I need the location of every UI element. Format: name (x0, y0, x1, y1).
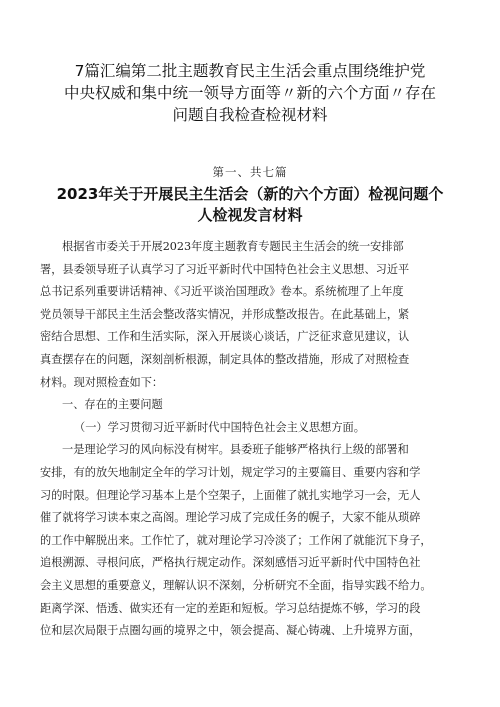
subsection-heading: （一）学习贯彻习近平新时代中国特色社会主义思想方面。 (74, 420, 365, 434)
body-line: 真查摆存在的问题，深刻剖析根源，制定具体的整改措施，形成了对照检查 (40, 352, 410, 366)
title-line: 7篇汇编第二批主题教育民主生活会重点围绕维护党 (74, 62, 426, 80)
body-line: 总书记系列重要讲话精神、《习近平谈治国理政》卷本。系统梳理了上年度 (40, 285, 404, 299)
body-line: 会主义思想的重要意义，理解认识不深刻，分析研究不全面，指导实践不给力。 (40, 578, 432, 592)
body-line: 距离学深、悟透、做实还有一定的差距和短板。学习总结提炼不够，学习的段 (40, 601, 421, 615)
section-heading: 一、存在的主要问题 (62, 398, 163, 412)
subtitle-line: 2023年关于开展民主生活会（新的六个方面）检视问题个 (56, 185, 444, 203)
title-line: 问题自我检查检视材料 (172, 106, 328, 124)
body-line: 密结合思想、工作和生活实际，深入开展谈心谈话，广泛征求意见建议，认 (40, 330, 410, 344)
document-title (40, 60, 460, 126)
body-line: 一是理论学习的风向标没有树牢。县委班子能够严格执行上级的部署和 (62, 443, 409, 457)
body-line: 的工作中解脱出来。工作忙了，就对理论学习冷淡了；工作闲了就能沉下身子， (40, 533, 432, 547)
article-title (30, 184, 470, 226)
body-line: 材料。现对照检查如下： (40, 375, 164, 389)
section-label: 第一、共七篇 (212, 165, 288, 179)
body-line: 催了就将学习读本束之高阁。理论学习成了完成任务的幌子，大家不能从琐碎 (40, 511, 421, 525)
body-line: 追根溯源、寻根问底，严格执行规定动作。深刻感悟习近平新时代中国特色社 (40, 556, 421, 570)
body-line: 党员领导干部民主生活会整改落实情况，并形成整改报告。在此基础上，紧 (40, 307, 410, 321)
body-line: 习的时限。但理论学习基本上是个空架子，上面催了就扎实地学习一会，无人 (40, 488, 421, 502)
body-line: 根据省市委关于开展2023年度主题教育专题民主生活会的统一安排部 (62, 240, 404, 253)
title-line: 中央权威和集中统一领导方面等〃新的六个方面〃存在 (63, 84, 436, 102)
body-line: 位和层次局限于点圈勾画的境界之中，领会提高、凝心铸魂、上升境界方面， (40, 624, 421, 638)
article-body (40, 236, 472, 643)
body-line: 安排，有的放矢地制定全年的学习计划，规定学习的主要篇目、重要内容和学 (40, 465, 421, 479)
body-line: 署，县委领导班子认真学习了习近平新时代中国特色社会主义思想、习近平 (40, 262, 410, 276)
subtitle-line: 人检视发言材料 (197, 206, 303, 224)
